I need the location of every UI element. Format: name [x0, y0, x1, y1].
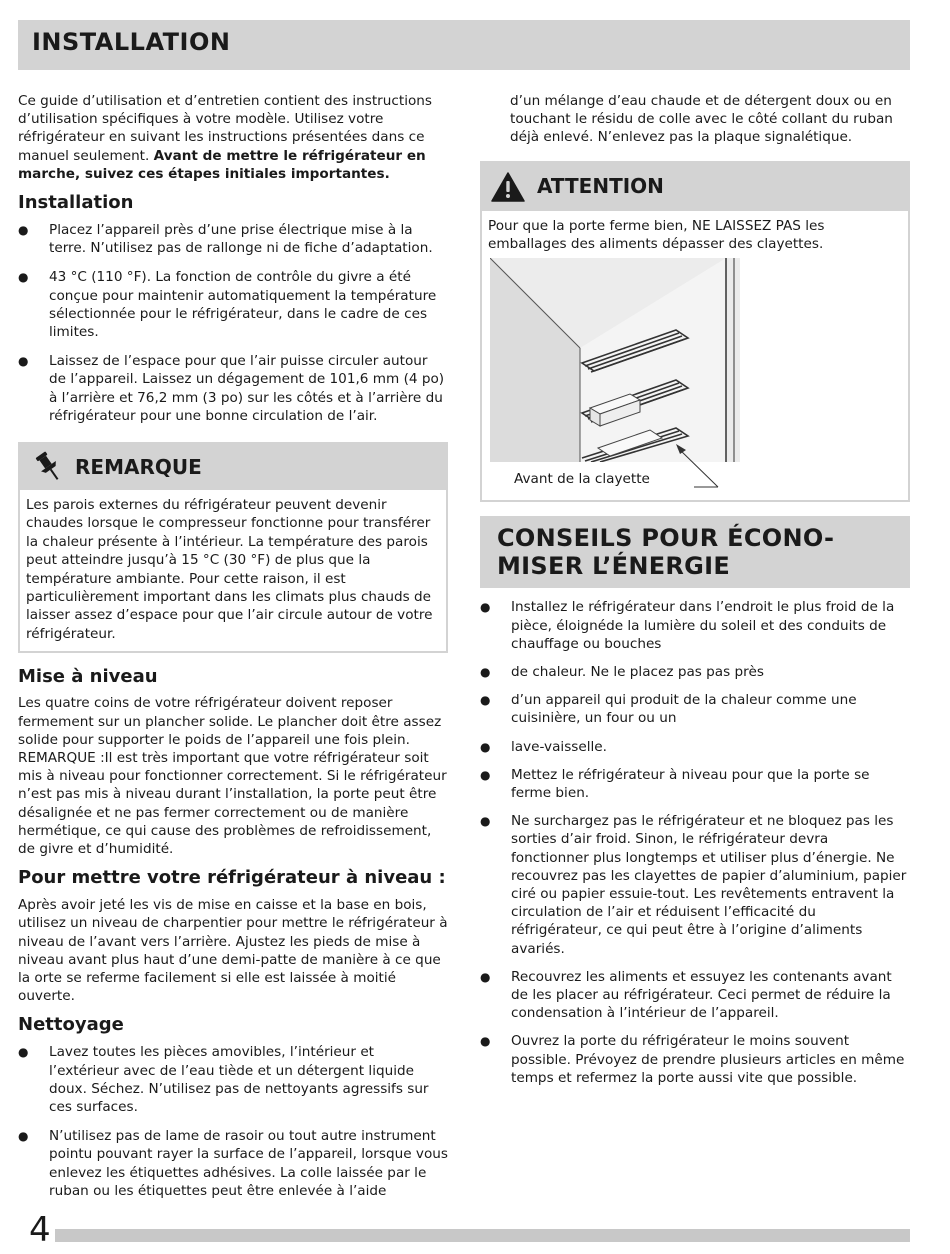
list-item: ● Ouvrez la porte du réfrigérateur le moins souvent possible. Prévoyez de prendre plusieurs articles en même temps et refermez la porte aussi vite que possible.: [480, 1033, 905, 1086]
attention-text: Pour que la porte ferme bien, NE LAISSEZ PAS les emballages des aliments dépasser des clayettes.: [488, 217, 825, 253]
bullet-icon: ●: [480, 1034, 491, 1049]
bullet-icon: ●: [480, 665, 491, 680]
pushpin-icon: [34, 450, 64, 484]
intro-bold-text: Avant de mettre le réfrigérateur en marche, suivez ces étapes initiales importantes.: [18, 147, 426, 182]
list-item: ● N’utilisez pas de lame de rasoir ou tout autre instrument pointu pouvant rayer la surface de l’appareil, lorsque vous enlevez les étiquettes adhésives. La colle laissée par le ruban ou les étiquettes peut être enlevée à l’aide: [18, 1128, 448, 1199]
remarque-text: Les parois externes du réfrigérateur peuvent devenir chaudes lorsque le compresseur fonctionne pour transférer la chaleur présente à l’intérieur. La température des parois peut atteindre jusqu’à 15 °C (30 °F) de plus que la température ambiante. Pour cette raison, il est particulièrement important dans les climats plus chauds de laisser assez d’espace pour que l’air circule autour de votre réfrigérateur.: [26, 497, 433, 642]
energy-tips-heading: CONSEILS POUR ÉCONO- MISER L’ÉNERGIE: [497, 524, 835, 581]
right-column: [480, 92, 910, 1087]
installation-list: [18, 221, 448, 425]
mise-a-niveau-heading: Mise à niveau: [18, 666, 158, 688]
list-item: ● Placez l’appareil près d’une prise électrique mise à la terre. N’utilisez pas de rallonge ni de fiche d’adaptation.: [18, 222, 433, 257]
bullet-icon: ●: [18, 270, 29, 285]
pour-mettre-text: Après avoir jeté les vis de mise en caisse et la base en bois, utilisez un niveau de charpentier pour mettre le réfrigérateur à niveau de l’avant vers l’arrière. Ajustez les pieds de mise à niveau avant plus haut d’une demi-patte de manière à ce que la orte se referme facilement si elle est laissée à moitié ouverte.: [18, 897, 448, 1005]
footer-bar: [55, 1229, 910, 1242]
list-item: ● 43 °C (110 °F). La fonction de contrôle du givre a été conçue pour maintenir automatiquement la température sélectionnée pour le réfrigérateur, dans le cadre de ces limites.: [18, 269, 437, 341]
bullet-icon: ●: [480, 767, 491, 782]
bullet-icon: ●: [480, 814, 491, 829]
energy-tips-list: [480, 598, 910, 1087]
remarque-title: REMARQUE: [75, 455, 202, 480]
installation-heading: Installation: [18, 192, 134, 214]
attention-header: [482, 163, 908, 211]
bullet-icon: ●: [18, 354, 29, 369]
energy-tips-header: [480, 516, 910, 588]
list-item: ● de chaleur. Ne le placez pas pas près: [480, 664, 764, 681]
attention-box: [480, 161, 910, 503]
nettoyage-list: [18, 1043, 448, 1200]
remarque-body: [20, 490, 446, 651]
pour-mettre-heading: Pour mettre votre réfrigérateur à niveau :: [18, 867, 446, 889]
list-item: ● lave-vaisselle.: [480, 738, 607, 755]
list-item: ● d’un appareil qui produit de la chaleur comme une cuisinière, un four ou un: [480, 692, 857, 727]
attention-body: [482, 211, 908, 501]
attention-title: ATTENTION: [537, 173, 664, 198]
warning-icon: [491, 172, 525, 202]
list-item: ● Recouvrez les aliments et essuyez les contenants avant de les placer au réfrigérateur. Ceci permet de réduire la condensation à l’intérieur de l’appareil.: [480, 968, 892, 1022]
bullet-icon: ●: [18, 1045, 29, 1060]
left-column: [18, 92, 448, 1200]
bullet-icon: ●: [18, 223, 29, 238]
list-item: ● Mettez le réfrigérateur à niveau pour que la porte se ferme bien.: [480, 766, 870, 802]
nettoyage-continuation: d’un mélange d’eau chaude et de détergent doux ou en touchant le résidu de colle avec le côté collant du ruban déjà enlevé. N’enlevez pas la plaque signalétique.: [510, 93, 893, 146]
refrigerator-shelves-illustration: [490, 258, 740, 462]
remarque-header: [20, 444, 446, 490]
figure-caption: Avant de la clayette: [514, 471, 650, 488]
bullet-icon: ●: [480, 969, 491, 984]
bullet-icon: ●: [480, 739, 491, 754]
page-number: 4: [29, 1210, 51, 1250]
bullet-icon: ●: [480, 693, 491, 708]
callout-arrow: [658, 438, 748, 498]
mise-a-niveau-text: Les quatre coins de votre réfrigérateur doivent reposer fermement sur un plancher solide. Le plancher doit être assez solide pour supporter le poids de l’appareil une fois plein. REMARQUE :Il est très important que votre réfrigérateur soit mis à niveau pour fonctionner correctement. Si le réfrigérateur n’est pas mis à niveau durant l’installation, la porte peut être désalignée et ne pas fermer correctement ou de manière hermétique, ce qui cause des problèmes de refroidissement, de givre et d’humidité.: [18, 695, 447, 857]
page-title: INSTALLATION: [32, 28, 231, 56]
bullet-icon: ●: [480, 600, 491, 615]
intro-paragraph: [18, 92, 448, 183]
nettoyage-heading: Nettoyage: [18, 1014, 124, 1036]
remarque-box: [18, 442, 448, 653]
intro-text: Ce guide d’utilisation et d’entretien contient des instructions d’utilisation spécifiques à votre modèle. Utilisez votre réfrigérateur en suivant les instructions présentées dans ce manuel seulement.: [18, 93, 432, 164]
list-item: ● Ne surchargez pas le réfrigérateur et ne bloquez pas les sorties d’air froid. Sinon, le réfrigérateur devra fonctionner plus longtemps et utiliser plus d’énergie. Ne recouvrez pas les clayettes de papier d’aluminium, papier ciré ou papier essuie-tout. Les revêtements entravent la circulation de l’air et réduisent l’efficacité du réfrigérateur, ce qui peut être à l’origine d’aliments avariés.: [480, 813, 907, 957]
bullet-icon: ●: [18, 1129, 29, 1144]
list-item: ● Laissez de l’espace pour que l’air puisse circuler autour de l’appareil. Laissez un dégagement de 101,6 mm (4 po) à l’arrière et 76,2 mm (3 po) sur les côtés et à l’arrière du réfrigérateur pour une bonne circulation de l’air.: [18, 353, 445, 424]
list-item: ● Lavez toutes les pièces amovibles, l’intérieur et l’extérieur avec de l’eau tiède et un détergent liquide doux. Séchez. N’utilisez pas de nettoyants agressifs sur ces surfaces.: [18, 1044, 429, 1115]
section-header-bar: [18, 20, 910, 70]
shelf-figure: [488, 258, 908, 494]
list-item: ● Installez le réfrigérateur dans l’endroit le plus froid de la pièce, éloignéde la lumière du soleil et des conduits de chauffage ou bouches: [480, 599, 895, 652]
